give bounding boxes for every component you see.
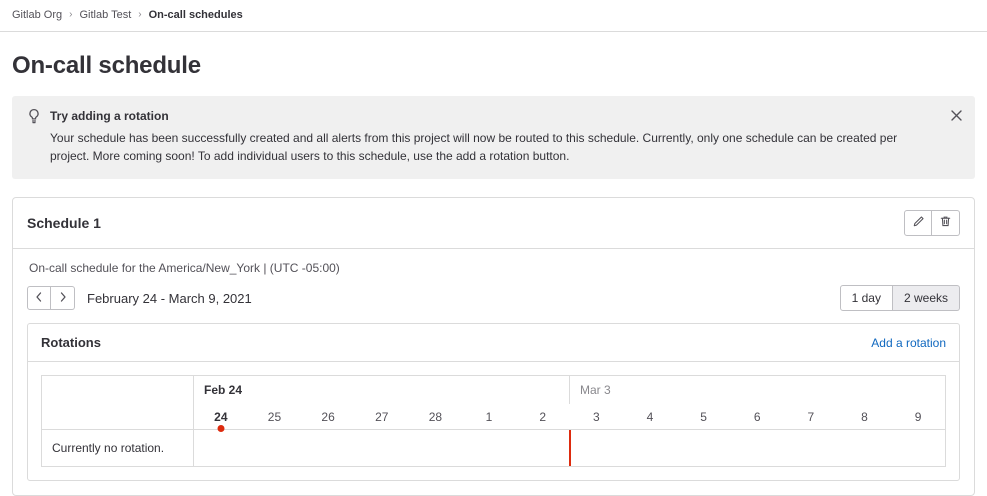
view-option-1-day[interactable]: 1 day [840,285,893,311]
rotations-body [28,362,959,480]
day-header-row [194,404,945,430]
alert-body: Your schedule has been successfully created and all alerts from this project will now be routed to this schedule. Currently, only one schedule can be created per project. More coming soon! To add individual users to this schedule, use the add a rotation button. [50,131,898,163]
rotation-slot [838,430,892,466]
chevron-right-icon [59,292,67,305]
rotation-slot [892,430,946,466]
week-header-row [194,376,945,404]
rotation-slot [515,430,570,466]
day-cell: 8 [861,409,868,424]
schedule-card [12,197,975,496]
rotation-timeline-columns [194,376,945,466]
week-label-feb24: Feb 24 [194,376,570,404]
next-period-button[interactable] [51,286,75,310]
previous-period-button[interactable] [27,286,51,310]
trash-icon [939,215,952,231]
schedule-card-body [13,249,974,495]
breadcrumb-item-project[interactable]: Gitlab Test [79,8,132,21]
rotation-slot [408,430,462,466]
day-cell: 4 [646,409,654,424]
rotation-slot [248,430,302,466]
close-icon[interactable] [947,106,965,124]
rotation-slot [194,430,248,466]
info-alert [12,96,975,179]
day-cell: 3 [592,409,600,424]
rotation-slot [624,430,678,466]
rotation-content-row [194,430,945,466]
bulb-icon [26,108,42,124]
day-cell: 24 [194,404,248,429]
chevron-left-icon [35,292,43,305]
today-line-indicator [569,430,571,466]
rotation-slot [570,430,624,466]
rotation-slot [301,430,355,466]
day-cell: 1 [485,409,493,424]
day-cell: 26 [321,409,335,424]
no-rotation-label: Currently no rotation. [52,441,165,455]
add-rotation-link[interactable]: Add a rotation [871,335,946,350]
breadcrumb-item-current: On-call schedules [148,8,243,21]
day-cell: 9 [914,409,922,424]
view-option-2-weeks[interactable]: 2 weeks [893,285,960,311]
rotations-title: Rotations [41,335,101,350]
day-cell: 2 [539,409,546,424]
breadcrumb-separator-icon: › [69,9,73,20]
schedule-controls-left [27,286,252,310]
timezone-label: On-call schedule for the America/New_York | (UTC -05:00) [29,261,340,275]
rotation-slot [677,430,731,466]
day-cell: 6 [753,409,761,424]
day-cell: 27 [375,409,389,424]
day-cell: 7 [807,409,815,424]
date-nav-group [27,286,75,310]
rotations-header [28,324,959,362]
day-cell: 28 [428,409,443,424]
breadcrumb-item-org[interactable]: Gitlab Org [12,8,63,21]
day-cell: 25 [267,409,282,424]
page-title: On-call schedule [12,52,201,79]
breadcrumb-separator-icon: › [138,9,142,20]
rotation-slot [462,430,516,466]
pencil-icon [912,215,925,231]
rotation-label-column [42,376,194,466]
day-cell: 5 [700,409,707,424]
schedule-card-header [13,198,974,249]
view-toggle-group [840,285,960,311]
date-range-label: February 24 - March 9, 2021 [87,290,252,306]
alert-title: Try adding a rotation [50,109,169,123]
schedule-controls [27,285,960,311]
alert-header [26,108,935,124]
schedule-actions [904,210,960,236]
rotation-slot [355,430,409,466]
schedule-title: Schedule 1 [27,215,101,231]
rotation-timeline-grid [41,375,946,467]
edit-schedule-button[interactable] [904,210,932,236]
rotation-slot [784,430,838,466]
breadcrumb [0,0,987,32]
rotations-panel [27,323,960,481]
week-label-mar3: Mar 3 [580,383,611,397]
rotation-slot [731,430,785,466]
delete-schedule-button[interactable] [932,210,960,236]
label-column-spacer [42,376,193,430]
